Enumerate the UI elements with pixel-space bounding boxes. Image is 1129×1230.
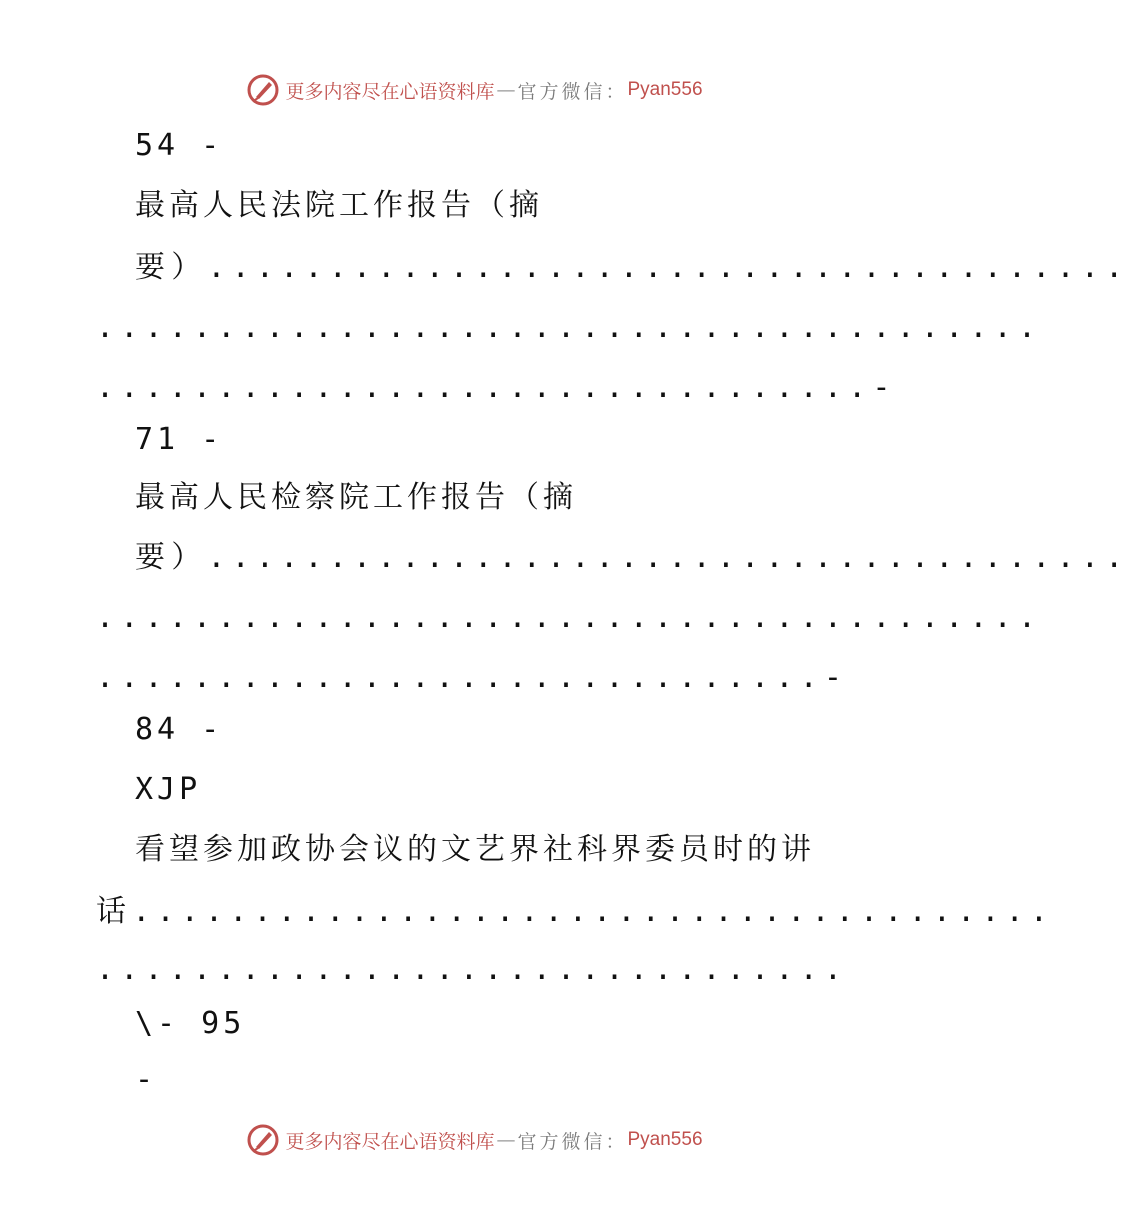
watermark-banner-bottom xyxy=(0,1120,950,1160)
banner-text: 更多内容尽在心语资料库 xyxy=(285,80,495,103)
banner-wechat-label: 官方微信： xyxy=(517,1130,628,1153)
banner-wechat-label: 官方微信： xyxy=(517,80,628,103)
toc-leader-dots: 要）...................................... xyxy=(135,250,1129,285)
toc-page-number: 71 - xyxy=(135,422,224,457)
banner-separator: — xyxy=(496,79,516,101)
toc-leader-dots: 话...................................... xyxy=(96,894,1055,929)
toc-leader-dots: 要）...................................... xyxy=(135,540,1129,575)
toc-page-number: 84 - xyxy=(135,712,224,747)
toc-page-number: \- 95 xyxy=(135,1006,246,1041)
watermark-banner-top xyxy=(0,70,950,110)
toc-entry-title: XJP xyxy=(135,772,202,807)
pen-logo-icon xyxy=(247,1124,279,1156)
toc-leader-dots: ............................... xyxy=(96,952,849,987)
toc-leader-dots: ....................................... xyxy=(96,310,1043,345)
toc-leader-dots: ..............................- xyxy=(96,660,849,695)
toc-leader-dots: ................................- xyxy=(96,370,897,405)
toc-leader-dots: ....................................... xyxy=(96,600,1043,635)
toc-entry-title: 看望参加政协会议的文艺界社科界委员时的讲 xyxy=(135,832,815,867)
toc-entry-title: 最高人民法院工作报告（摘 xyxy=(135,188,543,223)
banner-separator: — xyxy=(496,1129,516,1151)
banner-text: 更多内容尽在心语资料库 xyxy=(285,1130,495,1153)
toc-entry-title: 最高人民检察院工作报告（摘 xyxy=(135,480,577,515)
toc-page-number: 54 - xyxy=(135,128,224,163)
pen-logo-icon xyxy=(247,74,279,106)
banner-wechat-id: Pyan556 xyxy=(627,1129,703,1150)
banner-wechat-id: Pyan556 xyxy=(627,79,703,100)
toc-page-number: - xyxy=(135,1062,158,1097)
